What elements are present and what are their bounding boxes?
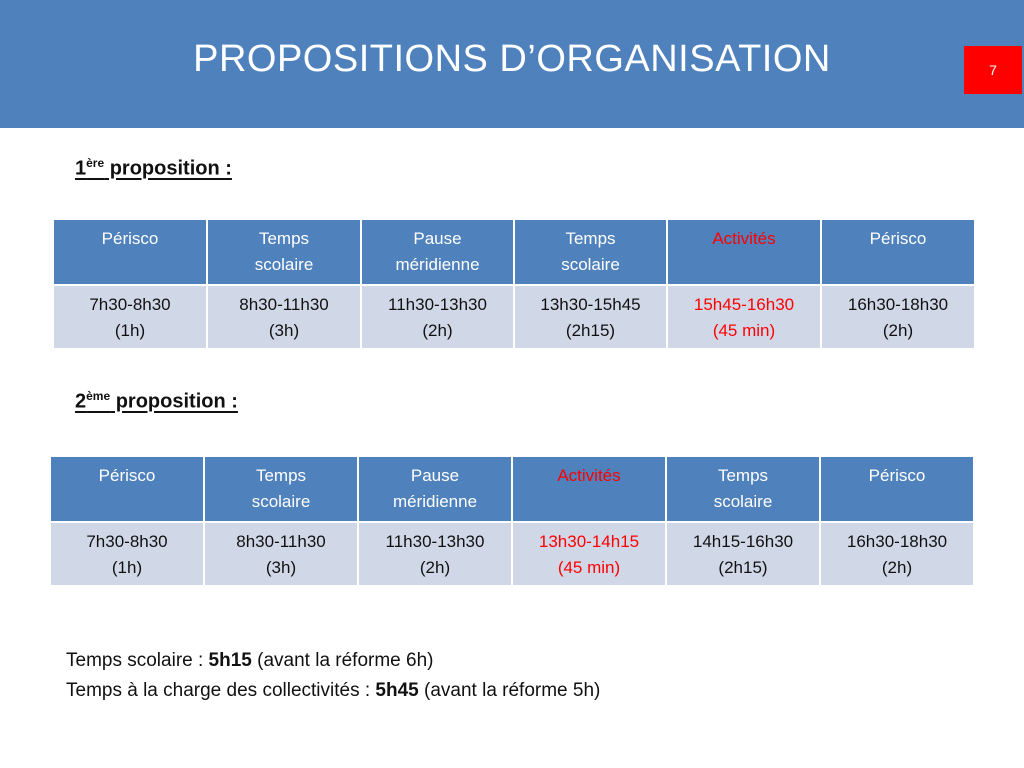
duration: (2h15) [565,321,616,340]
time-range: 13h30-15h45 [540,295,641,314]
duration: (2h15) [718,558,768,577]
header-line-1: Temps [258,229,310,248]
header-line-1: Pause [410,466,460,485]
time-range: 11h30-13h30 [388,295,487,314]
heading-text: proposition : [110,390,238,413]
header-line-2: scolaire [251,492,311,511]
time-range: 7h30-8h30 [89,295,171,314]
header-cell [667,219,821,285]
proposition-1-table [52,218,976,350]
header-cell [514,219,667,285]
heading-text: proposition : [104,157,232,180]
table-cell [821,285,975,349]
table-row [50,522,974,586]
duration: (2h) [419,558,451,577]
summary-value: 5h15 [208,650,252,671]
proposition-2-table [49,455,975,587]
proposition-2-heading [75,389,238,414]
duration: (1h) [114,321,146,340]
slide-title: PROPOSITIONS D’ORGANISATION [193,38,831,80]
table-cell [358,522,512,586]
table-row [53,285,975,349]
time-range: 7h30-8h30 [86,532,168,551]
summary-school-time [66,646,600,676]
time-range: 14h15-16h30 [692,532,794,551]
table-cell [820,522,974,586]
time-range: 16h30-18h30 [847,295,949,314]
summary-note: (avant la réforme 5h) [418,680,601,701]
table-cell [207,285,361,349]
header-line-1: Temps [565,229,616,248]
header-cell [50,456,204,522]
header-line-2: méridienne [395,255,480,274]
heading-ordinal-suffix: ère [86,156,105,170]
header-line-1: Périsco [101,229,159,248]
heading-ordinal-suffix: ème [86,389,111,403]
time-range: 16h30-18h30 [846,532,948,551]
header-cell [207,219,361,285]
header-line-2: scolaire [254,255,314,274]
table-cell [666,522,820,586]
header-line-2: méridienne [392,492,478,511]
duration: (2h) [881,558,913,577]
table-cell [512,522,666,586]
time-range: 8h30-11h30 [239,295,329,314]
header-line-1: Pause [413,229,462,248]
heading-number: 1 [75,157,87,180]
header-cell [821,219,975,285]
duration: (1h) [111,558,143,577]
table-cell [361,285,514,349]
summary-collectivity-time [66,676,600,706]
summary-note: (avant la réforme 6h) [251,650,434,671]
summary-label: Temps scolaire : [66,650,209,671]
header-cell [666,456,820,522]
duration: (3h) [268,321,300,340]
header-cell [512,456,666,522]
time-range: 8h30-11h30 [236,532,326,551]
duration: (45 min) [557,558,621,577]
summary-label: Temps à la charge des collectivités : [66,680,376,701]
slide-number-badge: 7 [964,46,1022,94]
summary-value: 5h45 [375,680,419,701]
proposition-1-heading [75,156,232,181]
table-cell [514,285,667,349]
header-cell [204,456,358,522]
header-line-1: Activités [557,466,621,485]
table-header-row [53,219,975,285]
table-cell [53,285,207,349]
table-header-row [50,456,974,522]
duration: (3h) [265,558,297,577]
time-range: 13h30-14h15 [538,532,640,551]
header-line-1: Temps [717,466,769,485]
header-line-2: scolaire [561,255,620,274]
header-line-1: Périsco [869,229,927,248]
duration: (2h) [882,321,914,340]
header-line-2: scolaire [713,492,773,511]
header-line-1: Temps [255,466,307,485]
header-line-1: Périsco [98,466,156,485]
duration: (45 min) [712,321,776,340]
header-cell [361,219,514,285]
header-line-1: Périsco [868,466,926,485]
time-range: 11h30-13h30 [385,532,485,551]
duration: (2h) [422,321,453,340]
header-cell [820,456,974,522]
summary [66,646,600,706]
table-cell [667,285,821,349]
table-cell [204,522,358,586]
heading-number: 2 [75,390,87,413]
table-cell [50,522,204,586]
header-cell [53,219,207,285]
time-range: 15h45-16h30 [693,295,795,314]
header-line-1: Activités [712,229,776,248]
header-cell [358,456,512,522]
